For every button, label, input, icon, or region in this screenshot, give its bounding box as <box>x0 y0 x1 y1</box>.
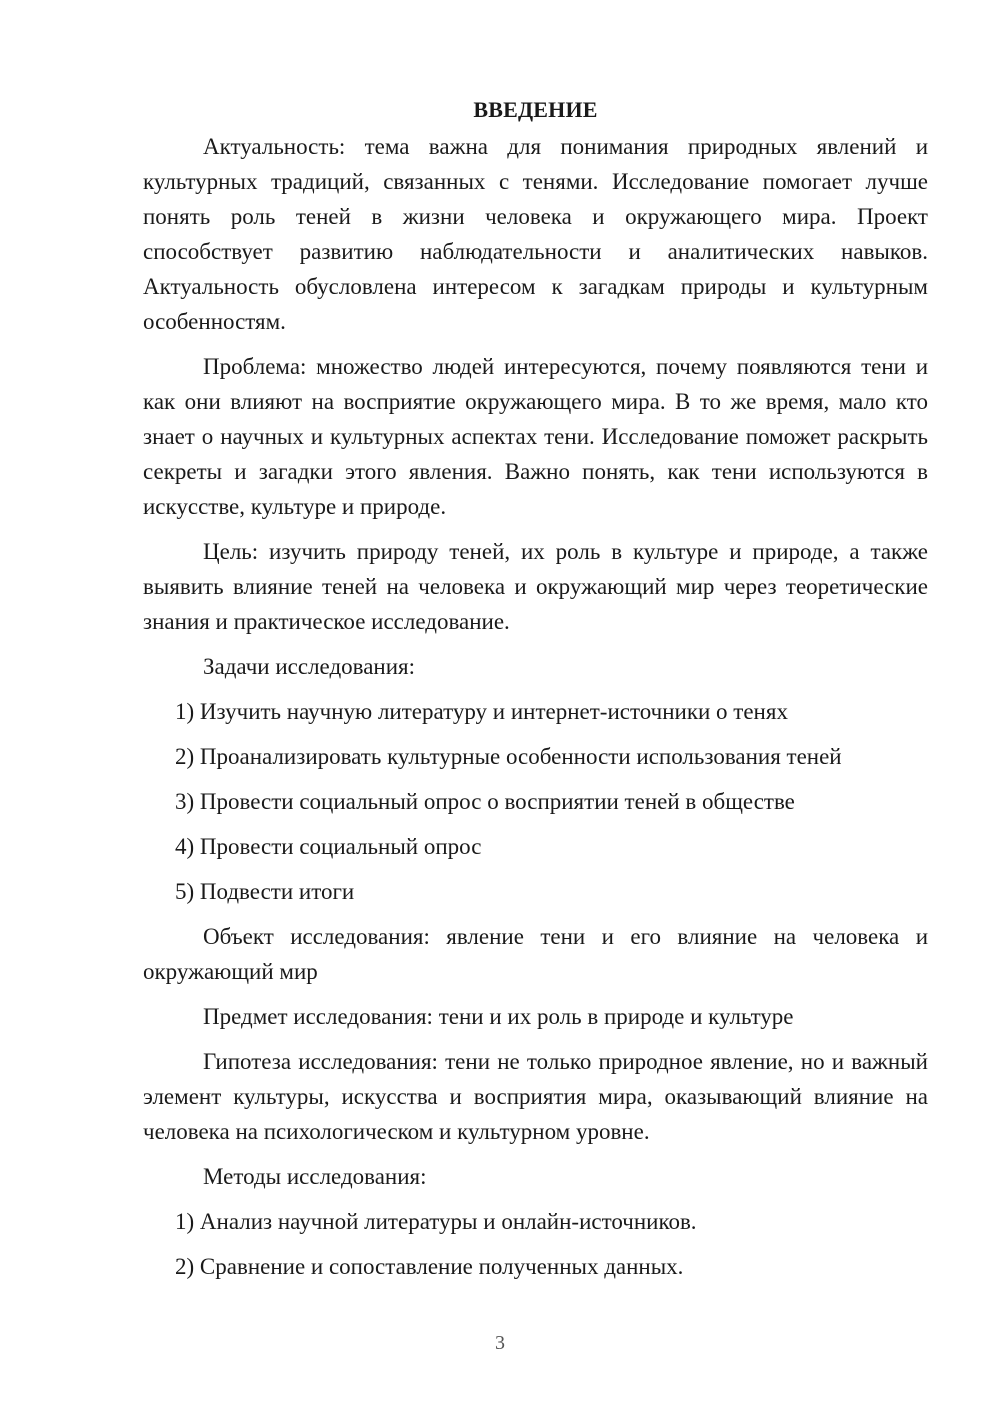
list-item: 1) Изучить научную литературу и интернет-источники о тенях <box>175 699 788 724</box>
list-item: 4) Провести социальный опрос <box>175 834 482 859</box>
list-item: 2) Сравнение и сопоставление полученных данных. <box>175 1254 684 1279</box>
goal-paragraph: Цель: изучить природу теней, их роль в культуре и природе, а также выявить влияние теней на человека и окружающий мир через теоретические знания и практическое исследование. <box>143 539 928 634</box>
subject-paragraph: Предмет исследования: тени и их роль в природе и культуре <box>203 1004 794 1029</box>
problem-paragraph: Проблема: множество людей интересуются, почему появляются тени и как они влияют на восприятие окружающего мира. В то же время, мало кто знает о научных и культурных аспектах тени. Исследование поможет раскрыть секреты и загадки этого явления. Важно понять, как тени используются в искусстве, культуре и природе. <box>143 354 928 519</box>
object-paragraph: Объект исследования: явление тени и его влияние на человека и окружающий мир <box>143 924 928 984</box>
page-number: 3 <box>495 1332 505 1354</box>
section-title: ВВЕДЕНИЕ <box>473 97 598 122</box>
methods-heading: Методы исследования: <box>203 1164 427 1189</box>
methods-list <box>143 1204 928 1284</box>
list-item: 3) Провести социальный опрос о восприятии теней в обществе <box>175 789 795 814</box>
tasks-heading: Задачи исследования: <box>203 654 416 679</box>
tasks-list <box>143 694 928 909</box>
hypothesis-paragraph: Гипотеза исследования: тени не только природное явление, но и важный элемент культуры, искусства и восприятия мира, оказывающий влияние на человека на психологическом и культурном уровне. <box>143 1049 928 1144</box>
list-item: 5) Подвести итоги <box>175 879 355 904</box>
list-item: 2) Проанализировать культурные особенности использования теней <box>175 744 842 769</box>
list-item: 1) Анализ научной литературы и онлайн-источников. <box>175 1209 697 1234</box>
document-page <box>143 92 928 1294</box>
relevance-paragraph: Актуальность: тема важна для понимания природных явлений и культурных традиций, связанных с тенями. Исследование помогает лучше понять роль теней в жизни человека и окружающего мира. Проект способствует развитию наблюдательности и аналитических навыков. Актуальность обусловлена интересом к загадкам природы и культурным особенностям. <box>143 134 928 334</box>
